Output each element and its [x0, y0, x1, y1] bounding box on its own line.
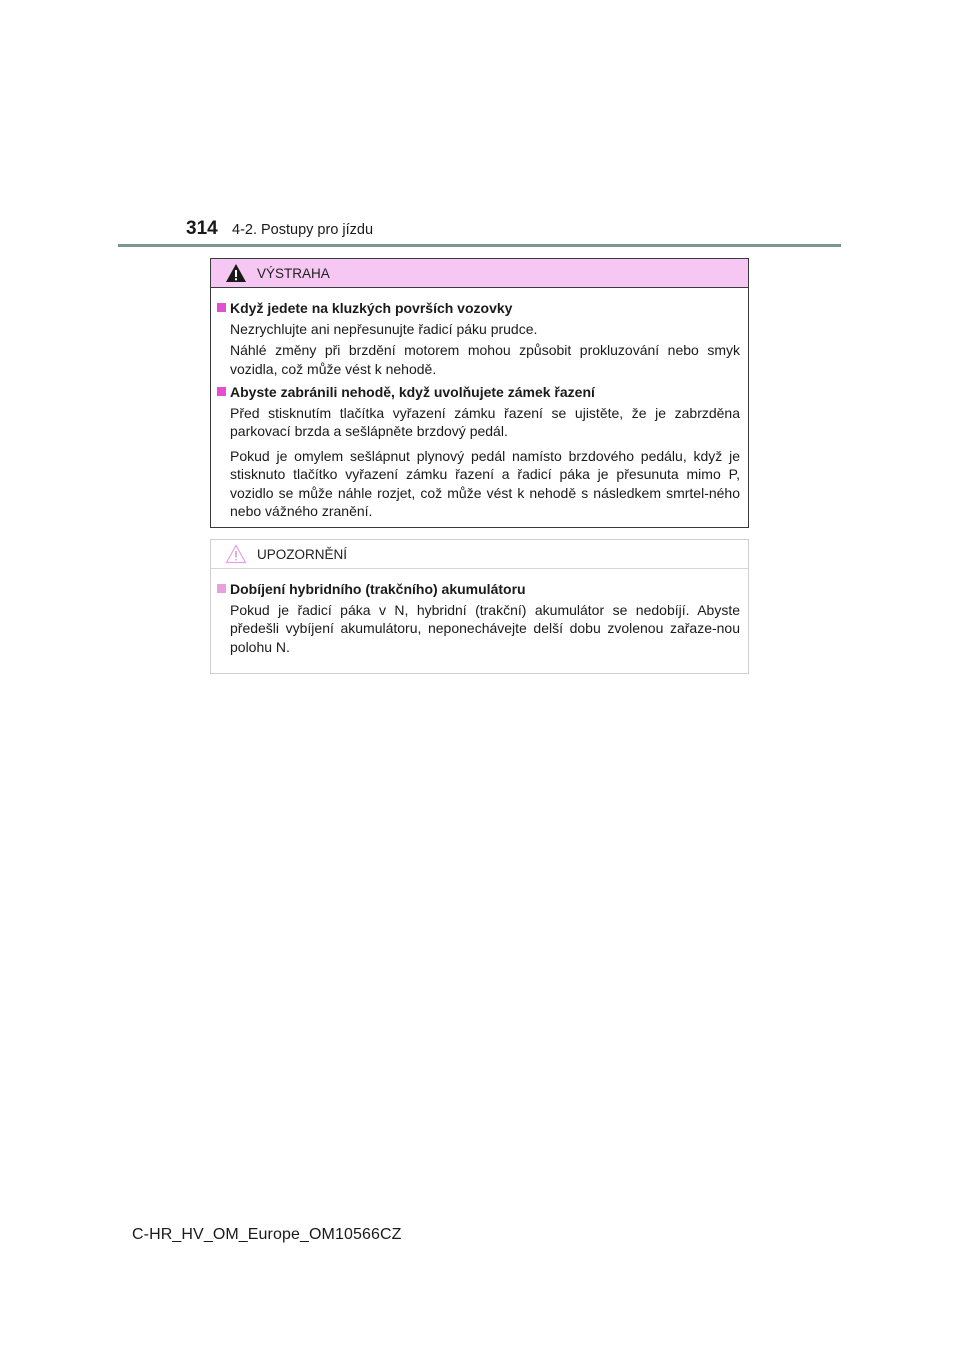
paragraph: Náhlé změny při brzdění motorem mohou způsobit prokluzování nebo smyk vozidla, což může vést k nehodě.: [230, 342, 740, 377]
square-bullet-icon: [217, 303, 226, 312]
item-heading-text: Dobíjení hybridního (trakčního) akumulátoru: [230, 581, 526, 597]
paragraph: Před stisknutím tlačítka vyřazení zámku řazení se ujistěte, že je zabrzděna parkovací brzda a sešlápněte brzdový pedál.: [230, 404, 740, 439]
item-heading-text: Když jedete na kluzkých površích vozovky: [230, 300, 513, 316]
item-heading-text: Abyste zabránili nehodě, když uvolňujete zámek řazení: [230, 384, 595, 400]
warning-box: [210, 258, 749, 528]
item-heading: [217, 299, 740, 318]
warning-triangle-filled-icon: [225, 263, 247, 283]
paragraph: Pokud je řadicí páka v N, hybridní (trakční) akumulátor se nedobíjí. Abyste předešli vybíjení akumulátoru, neponechávejte delší dobu zvolenou zařaze-nou polohu N.: [230, 601, 740, 655]
item-heading: [217, 580, 740, 599]
caution-item-charging: [217, 580, 740, 656]
square-bullet-icon: [217, 584, 226, 593]
section-title: 4-2. Postupy pro jízdu: [232, 222, 374, 238]
document-code: C-HR_HV_OM_Europe_OM10566CZ: [132, 1226, 402, 1243]
paragraph: Pokud je omylem sešlápnut plynový pedál namísto brzdového pedálu, když je stisknuto tlačítko vyřazení zámku řazení a řadicí páka je přesunuta mimo P, vozidlo se může náhle rozjet, což může vést k nehodě s následkem smrtel-ného nebo vážného zranění.: [230, 447, 740, 519]
warning-item-slippery: [217, 299, 740, 378]
warning-item-shift-lock: [217, 383, 740, 521]
caution-title: UPOZORNĚNÍ: [257, 546, 348, 562]
warning-body: [211, 288, 748, 521]
warning-title: VÝSTRAHA: [257, 265, 330, 281]
header-rule: [118, 244, 841, 247]
item-heading: [217, 383, 740, 402]
caution-body: [211, 569, 748, 656]
warning-triangle-outline-icon: [225, 544, 247, 564]
square-bullet-icon: [217, 387, 226, 396]
caution-header: [211, 540, 748, 569]
warning-header: [211, 259, 748, 288]
caution-box: [210, 539, 749, 674]
paragraph: Nezrychlujte ani nepřesunujte řadicí páku prudce.: [230, 320, 538, 337]
page-number: 314: [186, 218, 218, 239]
